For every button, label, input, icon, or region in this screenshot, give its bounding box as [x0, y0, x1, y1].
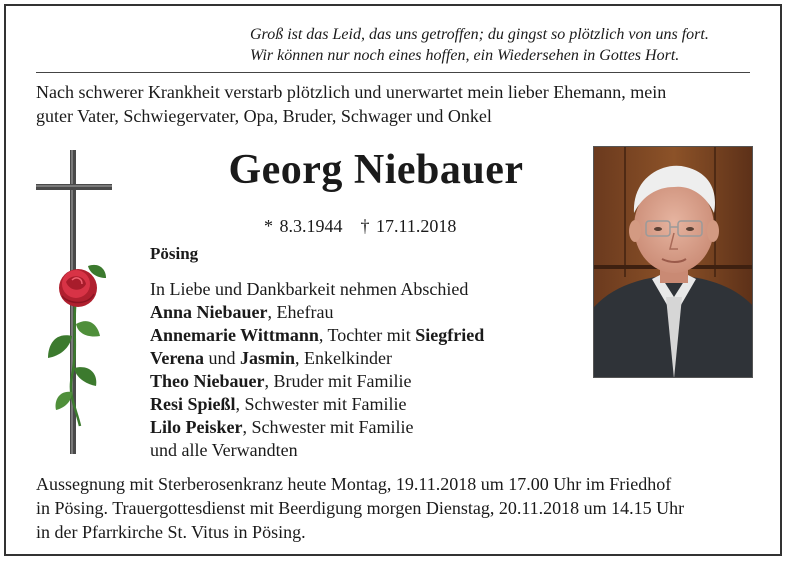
cross-with-rose-icon — [32, 146, 114, 463]
divider — [36, 72, 750, 73]
mourner-relation: , Tochter mit — [318, 325, 416, 345]
intro-line: Nach schwerer Krankheit verstarb plötzlich und unerwartet mein lieber Ehemann, mein — [36, 82, 667, 102]
mourner-row — [150, 370, 484, 393]
mourners-closing: und alle Verwandten — [150, 440, 298, 460]
intro-text — [36, 80, 756, 128]
obituary-notice — [4, 4, 782, 556]
mourners-heading: In Liebe und Dankbarkeit nehmen Abschied — [150, 279, 469, 299]
mourner-row — [150, 301, 484, 324]
footer-line: Aussegnung mit Sterberosenkranz heute Montag, 19.11.2018 um 17.00 Uhr im Friedhof — [36, 474, 672, 494]
mourner-relation: , Schwester mit Familie — [235, 394, 407, 414]
mourner-name: Jasmin — [240, 348, 296, 368]
mourner-row — [150, 324, 484, 347]
mourner-name: Siegfried — [415, 325, 485, 345]
mourner-name: Resi Spießl — [150, 394, 236, 414]
mourner-conjunction: und — [204, 348, 240, 368]
mourners-list — [150, 278, 484, 462]
verse-line: Wir können nur noch eines hoffen, ein Wiedersehen in Gottes Hort. — [250, 47, 680, 64]
mourner-name: Theo Niebauer — [150, 371, 265, 391]
mourner-name: Verena — [150, 348, 204, 368]
hometown: Pösing — [150, 244, 199, 263]
mourner-relation: , Ehefrau — [267, 302, 334, 322]
verse-line: Groß ist das Leid, das uns getroffen; du gingst so plötzlich von uns fort. — [250, 26, 709, 43]
mourner-name: Lilo Peisker — [150, 417, 243, 437]
mourner-name: Annemarie Wittmann — [150, 325, 319, 345]
footer-line: in Pösing. Trauergottesdienst mit Beerdigung morgen Dienstag, 20.11.2018 um 14.15 Uhr — [36, 498, 685, 518]
mourner-row — [150, 416, 484, 439]
death-date: † 17.11.2018 — [360, 216, 457, 236]
mourner-name: Anna Niebauer — [150, 302, 268, 322]
intro-line: guter Vater, Schwiegervater, Opa, Bruder, Schwager und Onkel — [36, 106, 492, 126]
birth-date: * 8.3.1944 — [264, 216, 343, 236]
footer-line: in der Pfarrkirche St. Vitus in Pösing. — [36, 522, 306, 542]
mourner-row — [150, 347, 484, 370]
deceased-name: Georg Niebauer — [228, 147, 524, 193]
mourner-row — [150, 393, 484, 416]
mourner-relation: , Bruder mit Familie — [264, 371, 412, 391]
mourner-relation: , Schwester mit Familie — [242, 417, 414, 437]
mourner-relation: , Enkelkinder — [295, 348, 392, 368]
life-dates — [264, 216, 456, 237]
service-details — [36, 472, 766, 544]
portrait-photo — [593, 146, 753, 378]
verse — [250, 24, 709, 66]
